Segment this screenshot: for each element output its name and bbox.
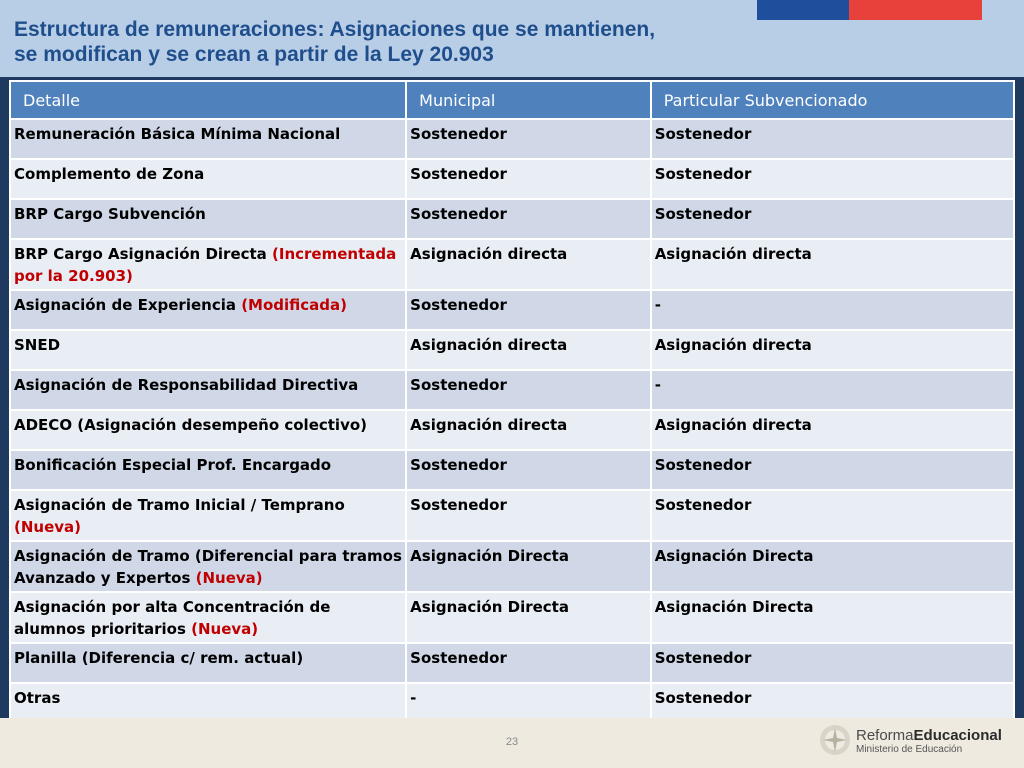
- cell-detalle: [10, 199, 406, 239]
- cell-municipal: -: [406, 683, 651, 723]
- flag-bar: [757, 0, 982, 20]
- cell-detalle: [10, 239, 406, 290]
- table-row: [10, 541, 1014, 592]
- table-body: [10, 119, 1014, 723]
- cell-particular: -: [651, 370, 1014, 410]
- cell-municipal: Sostenedor: [406, 199, 651, 239]
- cell-municipal: Sostenedor: [406, 450, 651, 490]
- detalle-note: (Nueva): [191, 620, 259, 638]
- page-number: 23: [505, 736, 519, 748]
- title-line-2: se modifican y se crean a partir de la Ley 20.903: [14, 43, 494, 66]
- logo-emblem-icon: [818, 723, 852, 757]
- cell-particular: Asignación Directa: [651, 592, 1014, 643]
- cell-detalle: [10, 541, 406, 592]
- detalle-text: Remuneración Básica Mínima Nacional: [14, 125, 341, 143]
- cell-detalle: [10, 159, 406, 199]
- header-particular: Particular Subvencionado: [651, 81, 1014, 119]
- table-header-row: [10, 81, 1014, 119]
- table-row: [10, 490, 1014, 541]
- cell-detalle: [10, 119, 406, 159]
- cell-particular: Asignación directa: [651, 410, 1014, 450]
- table-frame: [0, 77, 1024, 718]
- table-row: [10, 290, 1014, 330]
- table-row: [10, 410, 1014, 450]
- cell-municipal: Asignación Directa: [406, 592, 651, 643]
- slide-title: [14, 17, 754, 67]
- table-row: [10, 239, 1014, 290]
- detalle-text: Planilla (Diferencia c/ rem. actual): [14, 649, 304, 667]
- detalle-note: (Nueva): [195, 569, 263, 587]
- detalle-text: BRP Cargo Asignación Directa: [14, 245, 267, 263]
- cell-detalle: [10, 290, 406, 330]
- detalle-text: Complemento de Zona: [14, 165, 205, 183]
- cell-municipal: Sostenedor: [406, 490, 651, 541]
- flag-red-stripe: [849, 0, 982, 20]
- cell-detalle: [10, 410, 406, 450]
- logo-subtitle: Ministerio de Educación: [856, 744, 963, 755]
- table-row: [10, 119, 1014, 159]
- table-row: [10, 370, 1014, 410]
- logo-brand: ReformaEducacional: [856, 727, 1002, 744]
- cell-particular: Sostenedor: [651, 683, 1014, 723]
- cell-municipal: Asignación directa: [406, 330, 651, 370]
- detalle-text: ADECO (Asignación desempeño colectivo): [14, 416, 368, 434]
- cell-detalle: [10, 643, 406, 683]
- cell-municipal: Sostenedor: [406, 159, 651, 199]
- table-row: [10, 450, 1014, 490]
- cell-particular: Asignación directa: [651, 239, 1014, 290]
- detalle-text: SNED: [14, 336, 61, 354]
- cell-particular: Sostenedor: [651, 119, 1014, 159]
- remuneration-table: [9, 80, 1015, 724]
- detalle-note: (Modificada): [241, 296, 348, 314]
- cell-detalle: [10, 490, 406, 541]
- cell-municipal: Sostenedor: [406, 643, 651, 683]
- cell-detalle: [10, 592, 406, 643]
- table-row: [10, 159, 1014, 199]
- cell-municipal: Asignación directa: [406, 410, 651, 450]
- flag-blue-stripe: [757, 0, 849, 20]
- detalle-text: BRP Cargo Subvención: [14, 205, 206, 223]
- detalle-text: Asignación por alta Concentración de alumnos prioritarios: [14, 598, 331, 638]
- table-row: [10, 592, 1014, 643]
- table-row: [10, 330, 1014, 370]
- cell-particular: Sostenedor: [651, 450, 1014, 490]
- cell-detalle: [10, 683, 406, 723]
- detalle-text: Asignación de Tramo Inicial / Temprano: [14, 496, 345, 514]
- cell-particular: Asignación directa: [651, 330, 1014, 370]
- detalle-note: (Nueva): [14, 518, 82, 536]
- cell-particular: Sostenedor: [651, 490, 1014, 541]
- detalle-text: Asignación de Experiencia: [14, 296, 236, 314]
- cell-municipal: Sostenedor: [406, 370, 651, 410]
- cell-particular: Sostenedor: [651, 159, 1014, 199]
- cell-detalle: [10, 450, 406, 490]
- cell-municipal: Asignación Directa: [406, 541, 651, 592]
- cell-municipal: Sostenedor: [406, 119, 651, 159]
- detalle-text: Asignación de Responsabilidad Directiva: [14, 376, 359, 394]
- cell-municipal: Sostenedor: [406, 290, 651, 330]
- header-detalle: Detalle: [10, 81, 406, 119]
- cell-particular: -: [651, 290, 1014, 330]
- cell-particular: Asignación Directa: [651, 541, 1014, 592]
- detalle-text: Bonificación Especial Prof. Encargado: [14, 456, 332, 474]
- detalle-text: Otras: [14, 689, 61, 707]
- cell-particular: Sostenedor: [651, 199, 1014, 239]
- table-row: [10, 683, 1014, 723]
- reforma-educacional-logo: [818, 723, 1018, 761]
- table-row: [10, 643, 1014, 683]
- cell-detalle: [10, 330, 406, 370]
- detalle-text: Asignación de Tramo (Diferencial para tramos Avanzado y Expertos: [14, 547, 402, 587]
- cell-municipal: Asignación directa: [406, 239, 651, 290]
- detalle-note: (Incrementada por la 20.903): [14, 245, 397, 285]
- header-municipal: Municipal: [406, 81, 651, 119]
- title-line-1: Estructura de remuneraciones: Asignaciones que se mantienen,: [14, 18, 656, 41]
- table-row: [10, 199, 1014, 239]
- cell-detalle: [10, 370, 406, 410]
- cell-particular: Sostenedor: [651, 643, 1014, 683]
